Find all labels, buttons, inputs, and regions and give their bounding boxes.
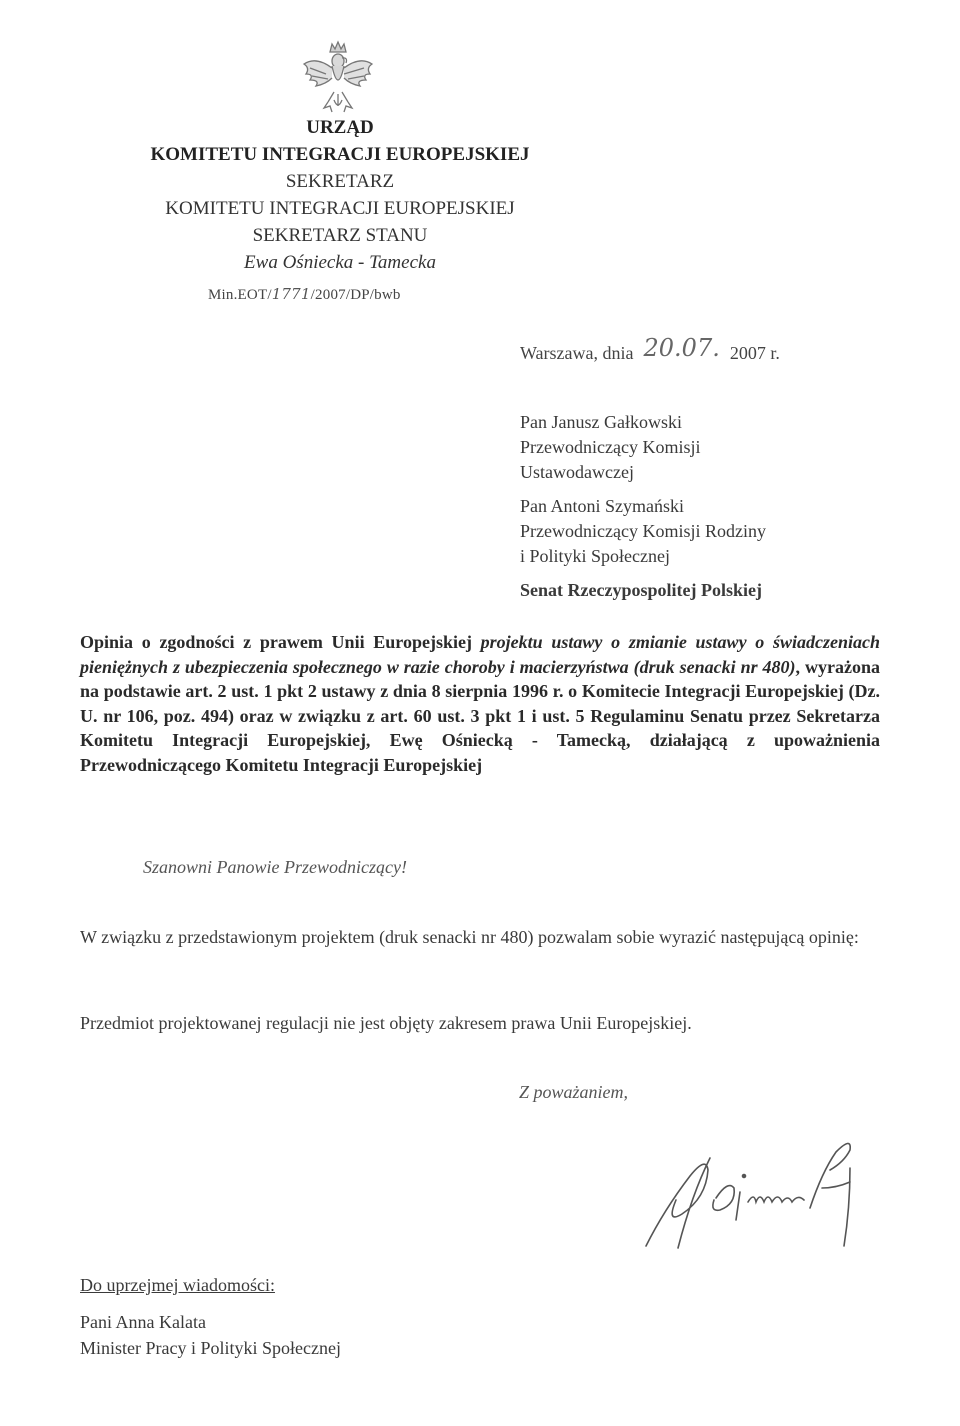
office-name-line1: URZĄD	[306, 117, 374, 138]
reference-prefix: Min.EOT/	[208, 287, 272, 303]
cc-recipient-name: Pani Anna Kalata	[80, 1312, 206, 1332]
recipient-2-committee: i Polityki Społecznej	[520, 546, 670, 566]
date-line	[520, 334, 780, 365]
recipient-2	[520, 494, 920, 569]
handwritten-signature	[636, 1128, 896, 1268]
reference-handwritten-number: 1771	[271, 285, 311, 303]
body-paragraph-2: Przedmiot projektowanej regulacji nie jest objęty zakresem prawa Unii Europejskiej.	[80, 1013, 692, 1033]
recipient-2-name: Pan Antoni Szymański	[520, 496, 685, 516]
date-prefix: Warszawa, dnia	[520, 343, 634, 363]
letterhead	[80, 114, 600, 276]
salutation: Szanowni Panowie Przewodniczący!	[143, 857, 407, 877]
recipient-1-name: Pan Janusz Gałkowski	[520, 412, 682, 432]
recipient-1	[520, 410, 920, 485]
date-year: 2007 r.	[729, 343, 780, 363]
committee-name: KOMITETU INTEGRACJI EUROPEJSKIEJ	[165, 198, 515, 219]
reference-number	[208, 285, 401, 304]
recipient-1-title: Przewodniczący Komisji	[520, 437, 701, 457]
secretary-name: Ewa Ośniecka - Tamecka	[244, 252, 436, 273]
subject-part1: Opinia o zgodności z prawem Unii Europejskiej	[80, 632, 481, 652]
subject-paragraph	[80, 630, 880, 777]
senate-name: Senat Rzeczypospolitej Polskiej	[520, 580, 762, 600]
reference-suffix: /2007/DP/bwb	[310, 287, 401, 303]
recipients-block	[520, 410, 920, 603]
cc-heading: Do uprzejmej wiadomości:	[80, 1275, 275, 1295]
state-secretary-title: SEKRETARZ STANU	[252, 225, 428, 246]
closing-formula: Z poważaniem,	[519, 1082, 629, 1102]
body-paragraph-1: W związku z przedstawionym projektem (druk senacki nr 480) pozwalam sobie wyrazić następującą opinię:	[80, 927, 859, 947]
polish-eagle-emblem-icon	[298, 38, 378, 120]
subject-part2-italic: projektu ustawy o zmianie ustawy o świadczeniach pieniężnych z ubezpieczenia społecznego w razie choroby i macierzyństwa (druk senacki nr 480)	[80, 632, 880, 677]
date-handwritten: 20.07.	[643, 334, 720, 362]
office-name-line2: KOMITETU INTEGRACJI EUROPEJSKIEJ	[150, 144, 530, 165]
secretary-title: SEKRETARZ	[285, 171, 395, 192]
subject-part3: , wyrażona na podstawie art. 2 ust. 1 pkt 2 ustawy z dnia 8 sierpnia 1996 r. o Komitecie Integracji Europejskiej (Dz. U. nr 106, poz. 494) oraz w związku z art. 60 ust. 3 pkt 1 i ust. 5 Regulaminu Senatu przez Sekretarza Komitetu Integracji Europejskiej, Ewę Ośniecką - Tamecką, działającą z upoważnienia Przewodniczącego Komitetu Integracji Europejskiej	[80, 656, 880, 775]
cc-recipient-title: Minister Pracy i Polityki Społecznej	[80, 1338, 341, 1358]
cc-recipient	[80, 1309, 341, 1361]
recipient-2-title: Przewodniczący Komisji Rodziny	[520, 521, 766, 541]
recipient-1-committee: Ustawodawczej	[520, 462, 634, 482]
